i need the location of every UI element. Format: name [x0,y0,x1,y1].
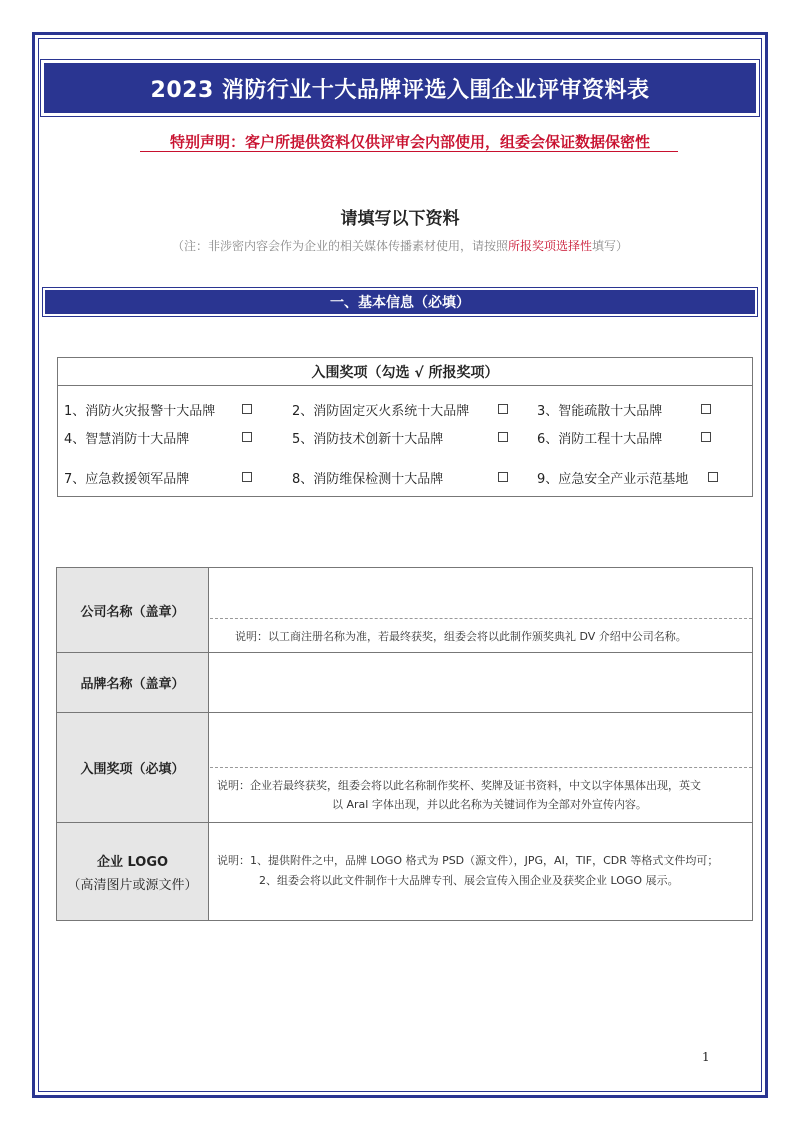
award-item-8-label: 8、消防维保检测十大品牌 [292,472,444,487]
section-banner [45,290,755,314]
award-item-2-checkbox[interactable] [498,404,508,414]
special-notice: 特别声明：客户所提供资料仅供评审会内部使用，组委会保证数据保密性 [169,133,650,151]
award-entry-note-line2: 以 Aral 字体出现，并以此名称为关键词作为全部对外宣传内容。 [332,798,647,811]
award-item-9-label: 9、应急安全产业示范基地 [537,472,689,487]
award-item-5-label: 5、消防技术创新十大品牌 [292,432,444,447]
logo-sublabel-text: （高清图片或源文件） [67,877,198,893]
brand-name-label [57,653,209,712]
company-name-label [57,568,209,652]
award-entry-note-line1: 说明：企业若最终获奖，组委会将以此名称制作奖杯、奖牌及证书资料，中文以字体黑体出现，英文 [217,779,701,792]
page-inner-border [38,38,762,1092]
award-heading: 入围奖项（勾选 √ 所报奖项） [58,358,752,386]
note-highlight: 所报奖项选择性 [507,239,592,253]
award-item-7-label: 7、应急救援领军品牌 [64,472,190,487]
logo-note-line1: 说明：1、提供附件之中，品牌 LOGO 格式为 PSD（源文件），JPG，AI，TIF，CDR 等格式文件均可； [217,854,719,867]
award-item-3-checkbox[interactable] [701,404,711,414]
award-entry-field[interactable] [210,713,752,767]
award-item-1-checkbox[interactable] [242,404,252,414]
basic-info-table [56,567,753,921]
fill-instructions-title: 请填写以下资料 [340,209,460,229]
company-name-field[interactable] [210,568,752,618]
award-selection-box [57,357,753,497]
page-number: 1 [702,1050,710,1064]
award-item-2-label: 2、消防固定灭火系统十大品牌 [292,404,470,419]
logo-label [57,823,209,920]
brand-name-field[interactable] [210,653,752,712]
company-name-label-text: 公司名称（盖章） [80,604,185,620]
logo-label-text: 企业 LOGO [96,854,169,870]
award-item-4-checkbox[interactable] [242,432,252,442]
award-entry-divider [210,767,752,768]
notice-underline [140,151,678,152]
award-item-7-checkbox[interactable] [242,472,252,482]
award-item-3-label: 3、智能疏散十大品牌 [537,404,663,419]
award-item-5-checkbox[interactable] [498,432,508,442]
logo-note-line2: 2、组委会将以此文件制作十大品牌专刊、展会宣传入围企业及获奖企业 LOGO 展示。 [259,874,679,887]
note-prefix: （注：非涉密内容会作为企业的相关媒体传播素材使用，请按照 [171,239,508,253]
award-entry-label-text: 入围奖项（必填） [80,762,185,777]
section-title: 一、基本信息（必填） [330,295,470,311]
award-item-6-checkbox[interactable] [701,432,711,442]
brand-name-label-text: 品牌名称（盖章） [80,677,185,692]
award-item-4-label: 4、智慧消防十大品牌 [64,432,190,447]
title-banner [44,63,756,113]
award-entry-label [57,713,209,822]
award-item-6-label: 6、消防工程十大品牌 [537,432,663,447]
company-name-divider [210,618,752,619]
note-suffix: 填写） [592,239,629,253]
page-title: 2023 消防行业十大品牌评选入围企业评审资料表 [150,77,650,103]
company-name-note: 说明：以工商注册名称为准，若最终获奖，组委会将以此制作颁奖典礼 DV 介绍中公司名称。 [235,630,687,643]
fill-instructions-note [0,237,800,254]
award-item-8-checkbox[interactable] [498,472,508,482]
award-item-9-checkbox[interactable] [708,472,718,482]
award-item-1-label: 1、消防火灾报警十大品牌 [64,404,216,419]
